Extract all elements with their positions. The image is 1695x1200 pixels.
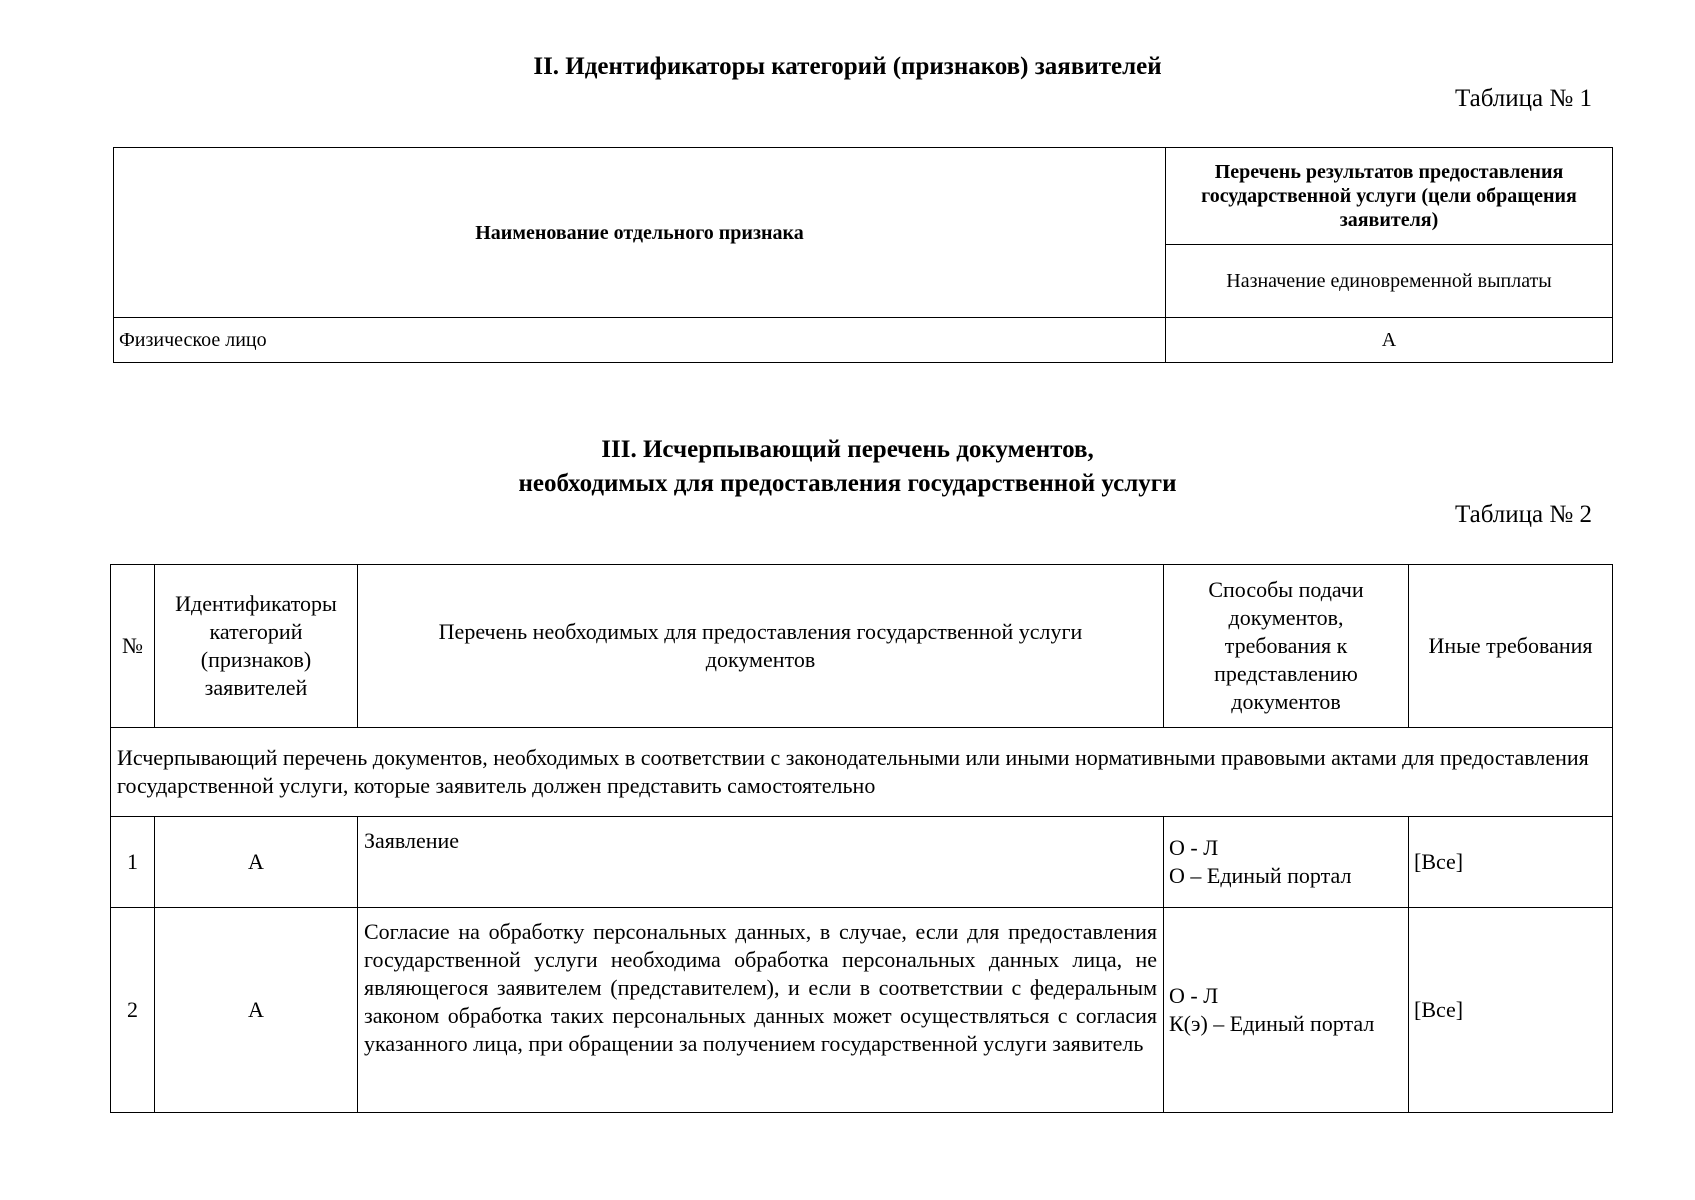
table-2-row-1-document: Заявление [358,817,1164,908]
table-1-label: Таблица № 1 [1454,85,1592,112]
table-2-row-1-other: [Все] [1409,817,1613,908]
section-3-heading-line1: III. Исчерпывающий перечень документов, [601,436,1094,463]
table-2-row-2-method-1: О - Л [1169,983,1219,1008]
table-2-row-2-other: [Все] [1409,908,1613,1113]
table-2-header-documents: Перечень необходимых для предоставления государственной услуги документов [358,565,1164,728]
table-2-row-1-identifier: А [155,817,358,908]
table-2-row-1-method-1: О - Л [1169,835,1219,860]
table-2-row-1-num: 1 [111,817,155,908]
table-2-header-num: № [111,565,155,728]
table-row [114,318,1613,363]
table-2-header-methods: Способы подачи документов, требования к представлению документов [1164,565,1409,728]
table-2-label: Таблица № 2 [1454,501,1592,528]
table-2-row-2-document: Согласие на обработку персональных данных, в случае, если для предоставления государственной услуги необходима обработка персональных данных лица, не являющегося заявителем (представителем), и если в соответствии с федеральным законом обработка таких персональных данных может осуществляться с согласия указанного лица, при обращении за получением государственной услуги заявитель [358,908,1164,1113]
table-2-row-1-method-2: О – Единый портал [1169,863,1352,888]
table-2-row-2-identifier: А [155,908,358,1113]
section-3-heading-line2: необходимых для предоставления государственной услуги [518,470,1177,497]
section-2-heading: II. Идентификаторы категорий (признаков) заявителей [533,53,1162,80]
table-2 [110,564,1613,1113]
table-2-header-identifiers: Идентификаторы категорий (признаков) заявителей [155,565,358,728]
table-2-row-1-methods [1164,817,1409,908]
table-row [111,908,1613,1113]
table-1-row-name: Физическое лицо [114,318,1166,363]
table-2-row-2-num: 2 [111,908,155,1113]
table-1-col2-header: Перечень результатов предоставления государственной услуги (цели обращения заявителя) [1166,148,1613,245]
table-2-section-row: Исчерпывающий перечень документов, необходимых в соответствии с законодательными или иными нормативными правовыми актами для предоставления государственной услуги, которые заявитель должен представить самостоятельно [111,728,1613,817]
table-1-row-value: А [1166,318,1613,363]
table-1-col2-subheader: Назначение единовременной выплаты [1166,245,1613,318]
table-2-row-2-methods [1164,908,1409,1113]
table-1 [113,147,1613,363]
table-1-col1-header: Наименование отдельного признака [114,148,1166,318]
table-row [111,817,1613,908]
table-2-row-2-method-2: К(э) – Единый портал [1169,1011,1375,1036]
table-2-header-other: Иные требования [1409,565,1613,728]
